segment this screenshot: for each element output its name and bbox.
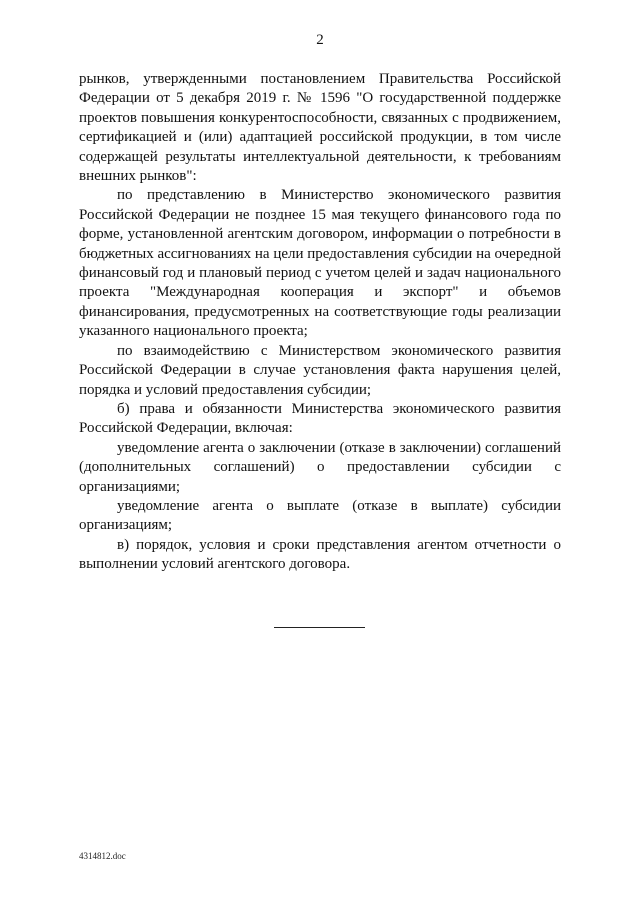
paragraph-notification-agreements: уведомление агента о заключении (отказе в заключении) соглашений (дополнительных соглашений) о предоставлении субсидии с организациями; <box>79 439 561 495</box>
document-code: 4314812.doc <box>79 851 126 861</box>
document-body <box>79 70 561 575</box>
page-number: 2 <box>316 32 324 48</box>
paragraph-interaction: по взаимодействию с Министерством экономического развития Российской Федерации в случае установления факта нарушения целей, порядка и условий предоставления субсидии; <box>79 342 561 398</box>
paragraph-funding-info: по представлению в Министерство экономического развития Российской Федерации не позднее 15 мая текущего финансового года по форме, установленной агентским договором, информации о потребности в бюджетных ассигнованиях на цели предоставления субсидии на очередной финансовый год и плановый период с учетом целей и задач национального проекта "Международная кооперация и экспорт" и объемов финансирования, предусмотренных на соответствующие годы реализации указанного национального проекта; <box>79 187 561 340</box>
paragraph-notification-payment: уведомление агента о выплате (отказе в выплате) субсидии организациям; <box>79 497 561 534</box>
end-separator-line <box>274 627 365 628</box>
paragraph-ministry-rights: б) права и обязанности Министерства экономического развития Российской Федерации, включая: <box>79 400 561 437</box>
paragraph-continuation: рынков, утвержденными постановлением Правительства Российской Федерации от 5 декабря 2019 г. № 1596 "О государственной поддержке проектов повышения конкурентоспособности, связанных с продвижением, сертификацией и (или) адаптацией российской продукции, в том числе содержащей результаты интеллектуальной деятельности, к требованиям внешних рынков": <box>79 71 561 185</box>
paragraph-reporting: в) порядок, условия и сроки представления агентом отчетности о выполнении условий агентского договора. <box>79 536 561 573</box>
